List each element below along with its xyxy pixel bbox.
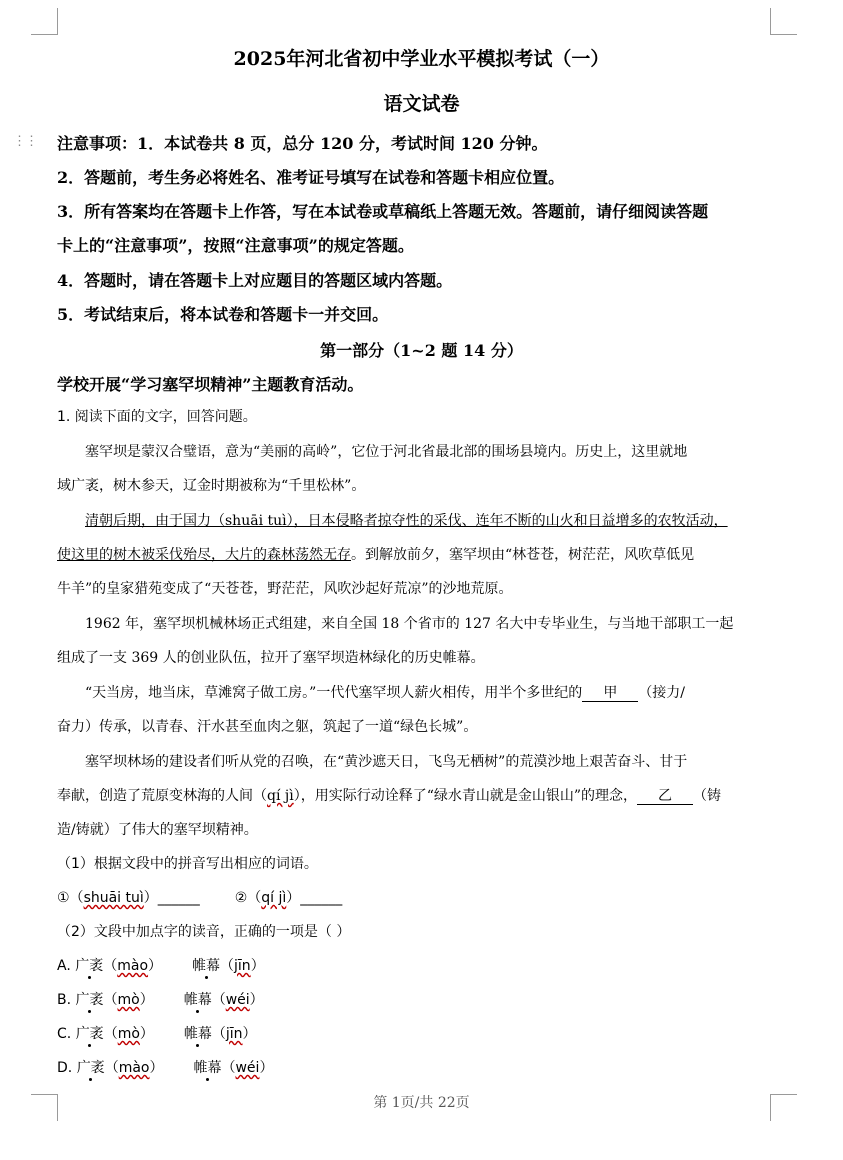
- option-pinyin-2: jīn: [234, 958, 251, 974]
- crop-mark-top-right: [770, 8, 797, 35]
- notice-line-2: 2．答题前，考生务必将姓名、准考证号填写在试卷和答题卡相应位置。: [57, 168, 565, 187]
- passage-text: 域广袤，树木参天，辽金时期被称为“千里松林”。: [57, 478, 366, 494]
- passage-paragraph-3-cont: [57, 647, 485, 667]
- question-1-1: （1）根据文段中的拼音写出相应的词语。: [57, 856, 318, 872]
- underlined-sentence: 清朝后期，由于国力（shuāi tuì），日本侵略者掠夺性的采伐、连年不断的山火和日益增多的农牧活动，: [85, 513, 728, 529]
- option-word-1: 广袤: [75, 958, 104, 974]
- passage-text: 塞罕坝林场的建设者们听从党的召唤，在“黄沙遮天日，飞鸟无栖树”的荒漠沙地上艰苦奋斗、甘于: [85, 754, 688, 770]
- passage-paragraph-1-cont: [57, 475, 365, 495]
- pinyin-qiji: qí jì: [261, 890, 287, 906]
- option-pinyin-1: mào: [117, 958, 149, 974]
- passage-paragraph-2-cont: [57, 544, 694, 564]
- passage-text: 1962 年，塞罕坝机械林场正式组建，来自全国 18 个省市的 127 名大中专毕业生，与当地干部职工一起: [85, 616, 734, 632]
- option-word-1: 广袤: [75, 992, 104, 1008]
- underlined-sentence: 使这里的树木被采伐殆尽，大片的森林荡然无存: [57, 547, 351, 563]
- passage-paragraph-5-end: [57, 819, 258, 839]
- notice-line-5: 5．考试结束后，将本试卷和答题卡一并交回。: [57, 305, 389, 324]
- passage-paragraph-5: [85, 751, 687, 771]
- option-label: A.: [57, 958, 76, 974]
- option-word-2: 帷幕: [183, 992, 212, 1008]
- answer-2-blank[interactable]: ）______: [286, 890, 343, 906]
- passage-paragraph-1: [85, 441, 687, 461]
- option-pinyin-1: mào: [118, 1060, 150, 1076]
- question-1-2: （2）文段中加点字的读音，正确的一项是（ ）: [57, 924, 351, 940]
- option-label: D.: [57, 1060, 77, 1076]
- passage-paragraph-2: [85, 510, 728, 530]
- passage-text: 塞罕坝是蒙汉合璧语，意为“美丽的高岭”，它位于河北省最北部的围场县境内。历史上，这里就地: [85, 444, 688, 460]
- blank-jia: 甲: [582, 686, 638, 702]
- option-a[interactable]: A. 广袤（mào） 帷幕（jīn）: [57, 958, 265, 974]
- exam-title: 2025年河北省初中学业水平模拟考试（一）: [233, 48, 610, 70]
- option-word-1: 广袤: [76, 1060, 105, 1076]
- passage-paragraph-3: [85, 613, 733, 633]
- option-pinyin-2: jīn: [225, 1026, 243, 1042]
- option-word-2: 帷幕: [193, 1060, 222, 1076]
- option-b[interactable]: B. 广袤（mò） 帷幕（wéi）: [57, 992, 264, 1008]
- option-label: C.: [57, 1026, 76, 1042]
- pinyin-qiji: qí jì: [267, 788, 294, 804]
- passage-text: 。到解放前夕，塞罕坝由“林苍苍，树茫茫，风吹草低见: [351, 547, 695, 563]
- passage-paragraph-4-cont: [57, 716, 477, 736]
- option-label: B.: [57, 992, 76, 1008]
- answer-2-label: ②（: [234, 890, 262, 906]
- option-c[interactable]: C. 广袤（mò） 帷幕（jīn）: [57, 1026, 257, 1042]
- notice-line-4: 4．答题时，请在答题卡上对应题目的答题区域内答题。: [57, 271, 453, 290]
- passage-text: 组成了一支 369 人的创业队伍，拉开了塞罕坝造林绿化的历史帷幕。: [57, 650, 485, 666]
- pinyin-shuaitui: shuāi tuì: [83, 890, 144, 906]
- section-heading: 第一部分（1~2 题 14 分）: [320, 341, 523, 360]
- answer-1-blank[interactable]: ）______: [143, 890, 200, 906]
- passage-text: ），用实际行动诠释了“绿水青山就是金山银山”的理念，: [293, 788, 638, 804]
- drag-handle-icon[interactable]: ⋮⋮: [13, 134, 37, 149]
- notice-line-3-cont: 卡上的“注意事项”，按照“注意事项”的规定答题。: [57, 236, 414, 255]
- passage-text: 奉献，创造了荒原变林海的人间（: [57, 788, 267, 804]
- option-pinyin-1: mò: [117, 1026, 140, 1042]
- question-1-1-answers: [57, 887, 342, 907]
- activity-heading: 学校开展“学习塞罕坝精神”主题教育活动。: [57, 375, 364, 394]
- passage-text: （铸: [693, 788, 722, 804]
- passage-text: 牛羊”的皇家猎苑变成了“天苍苍，野茫茫，风吹沙起好荒凉”的沙地荒原。: [57, 581, 513, 597]
- option-word-2: 帷幕: [183, 1026, 212, 1042]
- passage-text: 奋力）传承，以青春、汗水甚至血肉之躯，筑起了一道“绿色长城”。: [57, 719, 478, 735]
- option-pinyin-2: wéi: [235, 1060, 260, 1076]
- option-word-2: 帷幕: [192, 958, 221, 974]
- passage-text: （接力/: [638, 685, 686, 701]
- passage-text: “天当房，地当床，草滩窝子做工房。”一代代塞罕坝人薪火相传，用半个多世纪的: [85, 685, 583, 701]
- option-d[interactable]: D. 广袤（mào） 帷幕（wéi）: [57, 1060, 274, 1076]
- notice-line-1: 注意事项：1．本试卷共 8 页，总分 120 分，考试时间 120 分钟。: [57, 134, 548, 153]
- answer-1-label: ①（: [57, 890, 84, 906]
- exam-subtitle: 语文试卷: [383, 93, 460, 115]
- crop-mark-top-left: [31, 8, 58, 35]
- passage-paragraph-4: [85, 682, 685, 702]
- option-pinyin-1: mò: [117, 992, 140, 1008]
- question-1-intro: 1. 阅读下面的文字，回答问题。: [57, 409, 257, 425]
- passage-text: 造/铸就）了伟大的塞罕坝精神。: [57, 822, 258, 838]
- page-number: 第 1页/共 22页: [373, 1095, 470, 1111]
- option-pinyin-2: wéi: [225, 992, 250, 1008]
- notice-line-3: 3．所有答案均在答题卡上作答，写在本试卷或草稿纸上答题无效。答题前，请仔细阅读答题: [57, 202, 709, 221]
- option-word-1: 广袤: [75, 1026, 104, 1042]
- blank-yi: 乙: [637, 789, 693, 805]
- passage-paragraph-2-end: [57, 578, 512, 598]
- passage-paragraph-5-cont: [57, 785, 721, 805]
